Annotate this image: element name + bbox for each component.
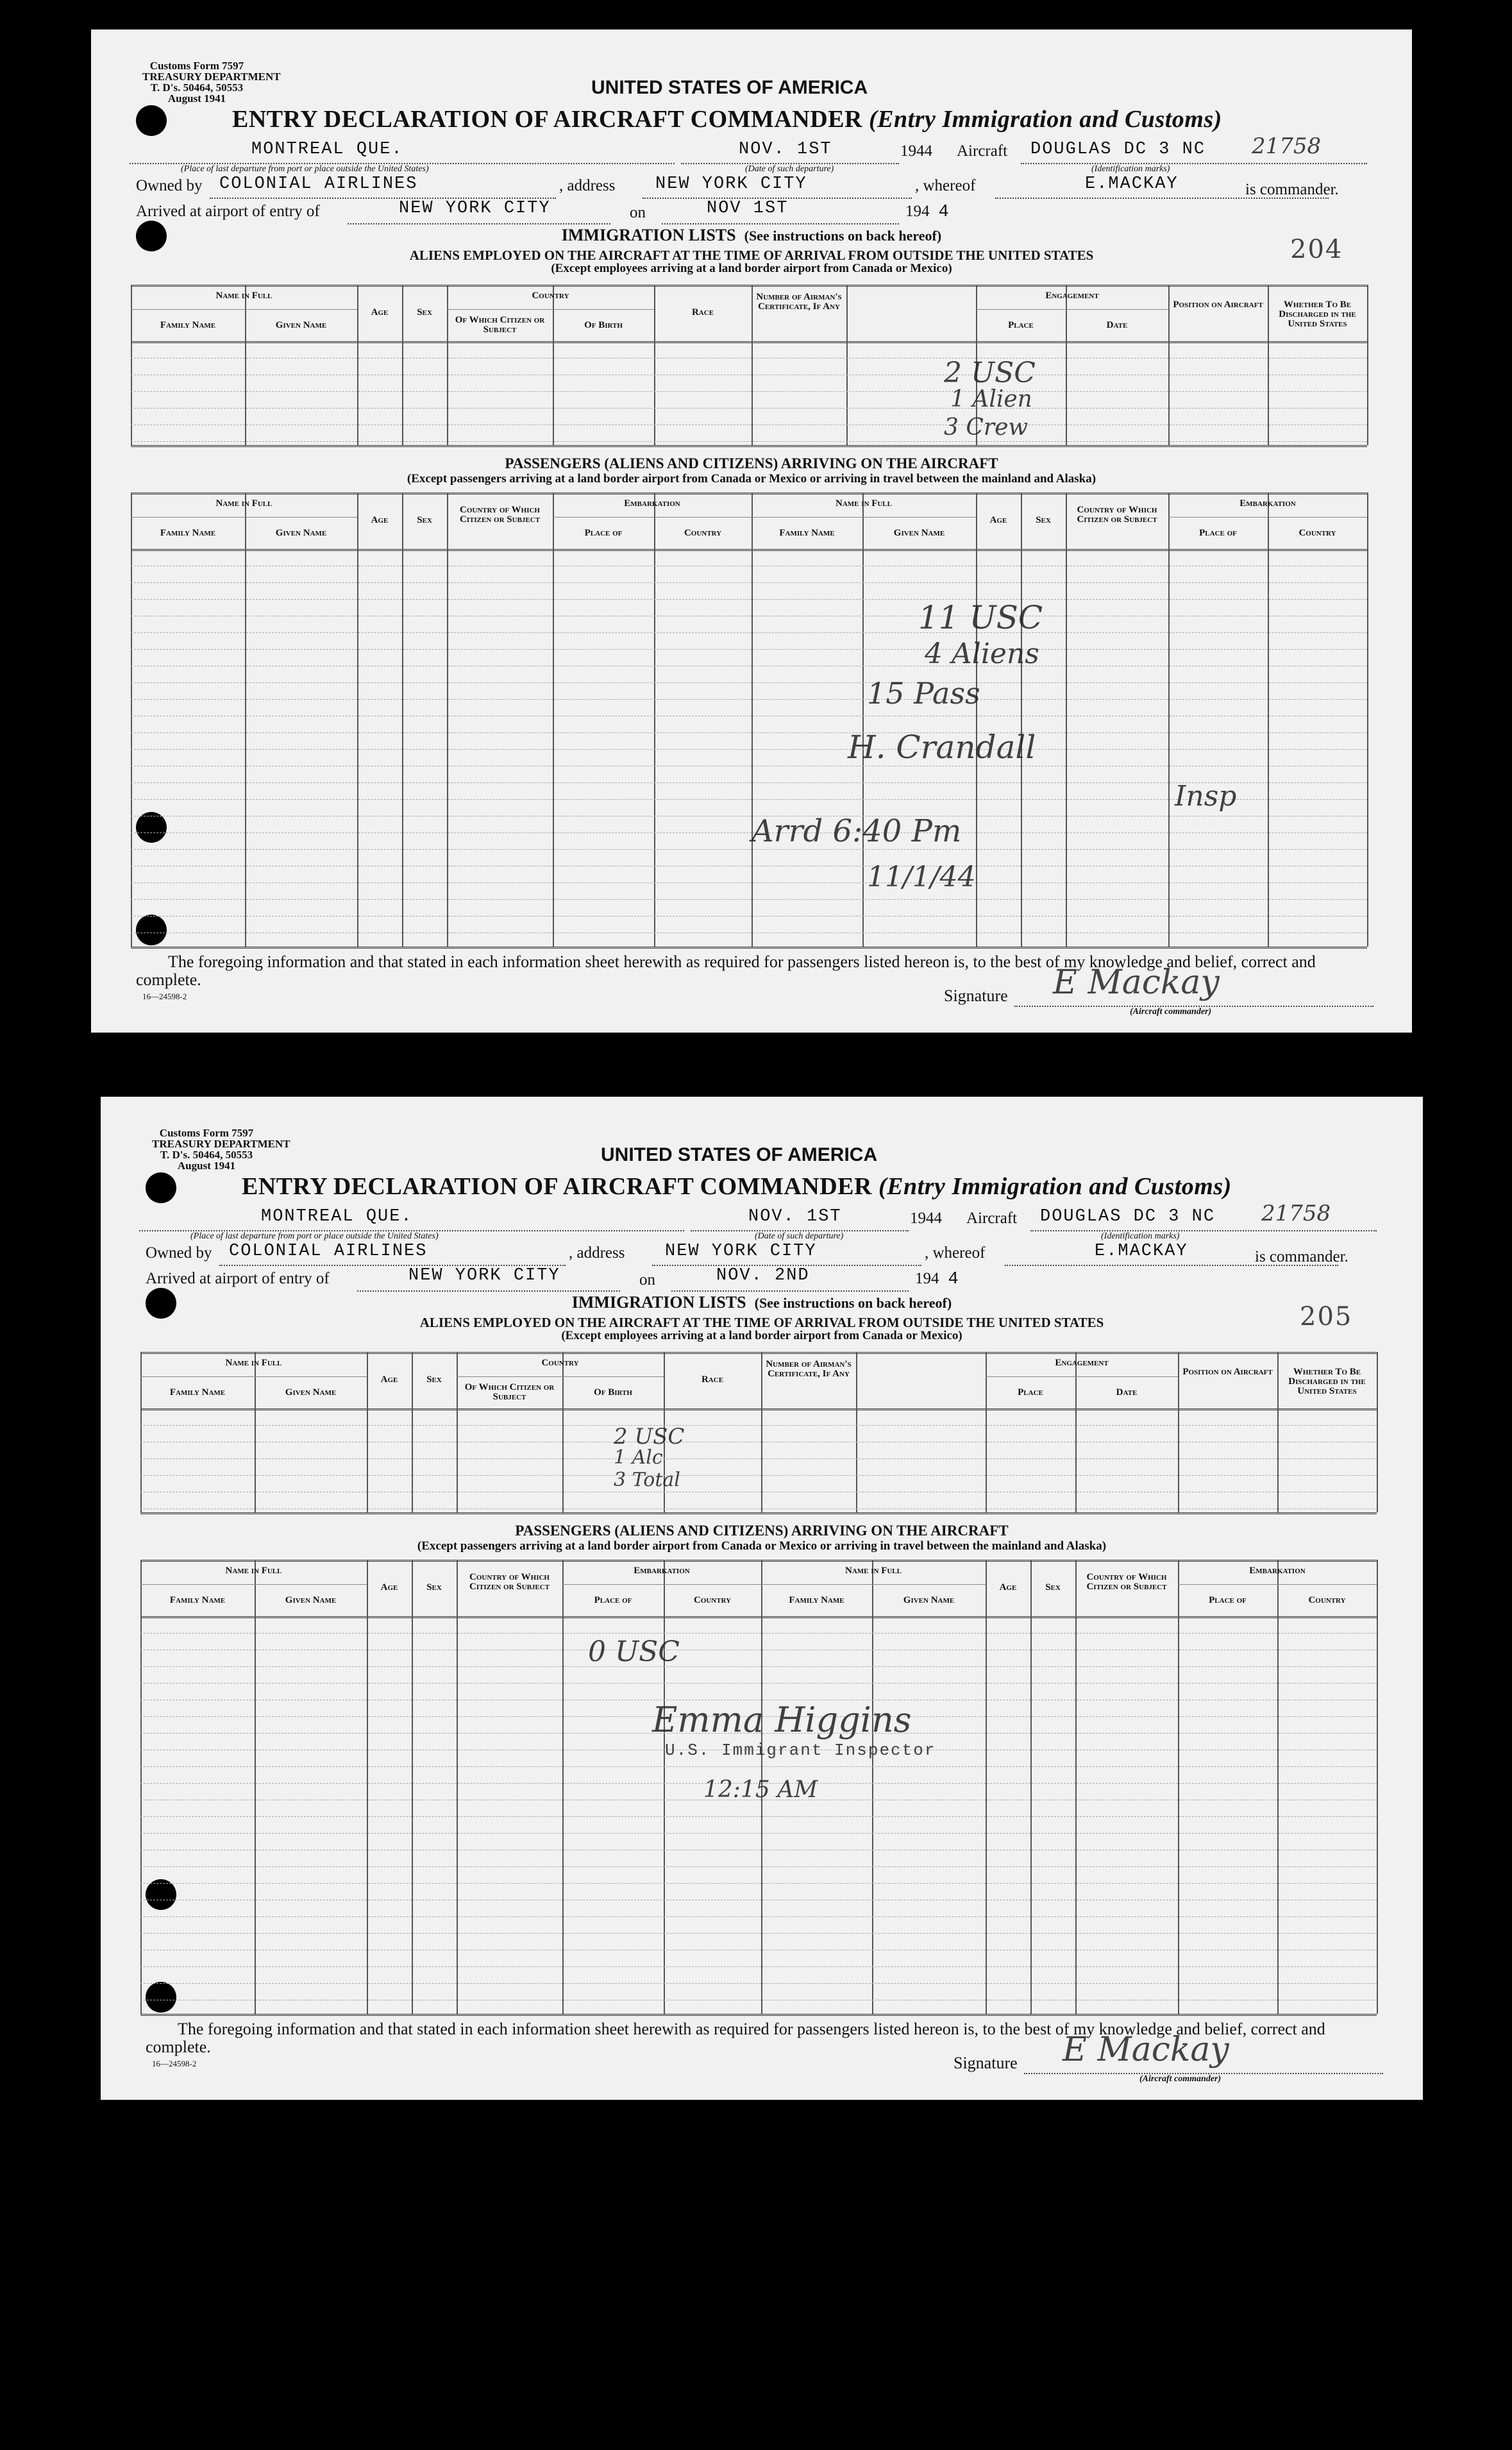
col-name-in-full: Name in Full <box>835 498 892 509</box>
departure-place: MONTREAL QUE. <box>261 1207 413 1226</box>
arrival-date: NOV 1ST <box>707 199 789 218</box>
handwritten-note: 15 Pass <box>867 676 980 711</box>
customs-form-number: Customs Form 7597 <box>149 60 244 72</box>
arrival-year: 194 4 <box>905 203 950 222</box>
arrival-city: NEW YORK CITY <box>408 1266 560 1285</box>
handwritten-note: 2 USC <box>944 357 1036 389</box>
title-main: ENTRY DECLARATION OF AIRCRAFT COMMANDER <box>232 106 862 133</box>
col-place-of: Place of <box>1209 1595 1247 1605</box>
aliens-subheading: (Except employees arriving at a land border airport from Canada or Mexico) <box>551 262 952 275</box>
owner: COLONIAL AIRLINES <box>219 174 418 194</box>
form-id-block <box>142 60 281 105</box>
revision-date: August 1941 <box>167 92 226 105</box>
departure-caption: (Place of last departure from port or place outside the United States) <box>181 164 429 174</box>
col-engagement: Engagement <box>1055 1358 1109 1368</box>
aircraft-label: Aircraft <box>966 1210 1018 1227</box>
aircraft-label: Aircraft <box>957 142 1008 160</box>
col-name-in-full: Name in Full <box>215 498 273 509</box>
col-sex: Sex <box>417 307 432 317</box>
aircraft-number-handwritten: 21758 <box>1261 1201 1331 1226</box>
col-place-of: Place of <box>1199 528 1237 538</box>
form-title <box>242 1172 1232 1201</box>
handwritten-note: 1 Alc <box>614 1446 663 1469</box>
handwritten-note: 2 USC <box>614 1424 685 1449</box>
certification-text: The foregoing information and that stated in each information sheet herewith as required for passengers listed hereon is, to the best of my knowledge and belief, correct and complete. <box>136 952 1316 989</box>
address-label: , address <box>559 177 616 194</box>
col-embarkation: Embarkation <box>1249 1566 1306 1576</box>
col-of-birth: Of Birth <box>594 1387 632 1398</box>
form-code: 16—24598-2 <box>152 2059 197 2068</box>
address-label: , address <box>569 1244 625 1262</box>
col-given-name: Given Name <box>285 1595 337 1605</box>
signature-caption: (Aircraft commander) <box>1139 2074 1222 2084</box>
departure-caption: (Place of last departure from port or place outside the United States) <box>190 1231 439 1241</box>
whereof-label: , whereof <box>925 1244 986 1262</box>
aliens-heading: ALIENS EMPLOYED ON THE AIRCRAFT AT THE TIME OF ARRIVAL FROM OUTSIDE THE UNITED STATES <box>419 1315 1104 1330</box>
sheet-number: 204 <box>1290 235 1343 264</box>
col-given-name: Given Name <box>893 528 945 538</box>
commander-label: is commander. <box>1245 181 1339 198</box>
col-discharged: Whether To Be Discharged in the United States <box>1288 1367 1366 1396</box>
col-certificate: Number of Airman's Certificate, If Any <box>766 1359 852 1379</box>
revision-date: August 1941 <box>177 1160 236 1172</box>
handwritten-note: 4 Aliens <box>925 638 1039 670</box>
treasury-label: TREASURY DEPARTMENT <box>142 71 281 83</box>
owned-by-label: Owned by <box>136 177 203 194</box>
declaration-form-1 <box>91 30 1412 1033</box>
commander-name: E.MACKAY <box>1095 1242 1188 1261</box>
form-id-block <box>152 1127 290 1172</box>
col-citizen-of: Of Which Citizen or Subject <box>455 315 545 335</box>
col-family-name: Family Name <box>160 320 216 330</box>
col-sex: Sex <box>426 1582 442 1592</box>
aircraft-ident: DOUGLAS DC 3 NC <box>1030 140 1206 159</box>
col-age: Age <box>380 1582 398 1592</box>
punch-hole-icon <box>136 812 167 843</box>
col-country: Country of Which Citizen or Subject <box>1077 505 1157 525</box>
ident-caption: (Identification marks) <box>1091 164 1170 174</box>
td-label: T. D's. 50464, 50553 <box>160 1149 253 1161</box>
aliens-subheading: (Except employees arriving at a land border airport from Canada or Mexico) <box>561 1329 962 1342</box>
declaration-form-2 <box>101 1097 1423 2100</box>
col-given-name: Given Name <box>903 1595 955 1605</box>
commander-signature: E Mackay <box>1053 963 1220 1002</box>
departure-date: NOV. 1ST <box>739 140 832 159</box>
date-caption: (Date of such departure) <box>755 1231 844 1241</box>
col-position: Position on Aircraft <box>1182 1367 1273 1377</box>
col-country: Country of Which Citizen or Subject <box>1086 1572 1167 1592</box>
commander-name: E.MACKAY <box>1085 174 1179 194</box>
col-certificate: Number of Airman's Certificate, If Any <box>756 292 842 312</box>
title-paren: (Entry Immigration and Customs) <box>868 106 1222 133</box>
punch-hole-icon <box>146 1982 176 2013</box>
col-sex: Sex <box>1045 1582 1061 1592</box>
col-sex: Sex <box>417 515 432 525</box>
handwritten-note: Insp <box>1175 780 1237 813</box>
handwritten-note: 3 Crew <box>944 414 1029 441</box>
immigration-heading: IMMIGRATION LISTS (See instructions on back hereof) <box>561 226 942 244</box>
col-embarkation: Embarkation <box>624 498 680 509</box>
country-heading: UNITED STATES OF AMERICA <box>601 1144 878 1165</box>
col-embark-country: Country <box>693 1595 732 1605</box>
col-place: Place <box>1018 1387 1043 1398</box>
date-caption: (Date of such departure) <box>745 164 834 174</box>
col-discharged: Whether To Be Discharged in the United States <box>1279 300 1356 329</box>
col-date: Date <box>1116 1387 1138 1398</box>
owned-by-label: Owned by <box>146 1244 212 1262</box>
form-title <box>232 105 1222 133</box>
handwritten-note: Arrd 6:40 Pm <box>752 813 962 849</box>
punch-hole-icon <box>136 915 167 945</box>
owner: COLONIAL AIRLINES <box>229 1242 428 1261</box>
certification-text: The foregoing information and that stated in each information sheet herewith as required for passengers listed hereon is, to the best of my knowledge and belief, correct and complete. <box>146 2020 1325 2056</box>
handwritten-note: 11 USC <box>918 599 1043 636</box>
on-label: on <box>630 204 646 221</box>
owner-address: NEW YORK CITY <box>665 1242 817 1261</box>
handwritten-note: 1 Alien <box>950 386 1032 412</box>
col-given-name: Given Name <box>275 320 327 330</box>
aircraft-ident: DOUGLAS DC 3 NC <box>1040 1207 1216 1226</box>
year-prefix: 1944 <box>910 1210 942 1227</box>
col-given-name: Given Name <box>275 528 327 538</box>
col-given-name: Given Name <box>285 1387 337 1398</box>
col-age: Age <box>380 1374 398 1385</box>
col-family-name: Family Name <box>160 528 216 538</box>
signature-label: Signature <box>953 2054 1018 2072</box>
signature-caption: (Aircraft commander) <box>1130 1007 1212 1017</box>
arrival-city: NEW YORK CITY <box>399 199 551 218</box>
col-family-name: Family Name <box>779 528 835 538</box>
col-embarkation: Embarkation <box>1239 498 1296 509</box>
col-race: Race <box>701 1374 724 1385</box>
col-embark-country: Country <box>684 528 722 538</box>
arrived-label: Arrived at airport of entry of <box>136 203 320 220</box>
col-name-in-full: Name in Full <box>225 1566 282 1576</box>
col-place-of: Place of <box>584 528 623 538</box>
td-label: T. D's. 50464, 50553 <box>150 81 244 94</box>
arrived-label: Arrived at airport of entry of <box>146 1270 330 1287</box>
col-embark-country: Country <box>1298 528 1336 538</box>
col-sex: Sex <box>426 1374 442 1385</box>
col-sex: Sex <box>1036 515 1051 525</box>
col-family-name: Family Name <box>169 1387 226 1398</box>
whereof-label: , whereof <box>915 177 976 194</box>
handwritten-note: Emma Higgins <box>652 1700 912 1740</box>
col-family-name: Family Name <box>789 1595 844 1605</box>
col-race: Race <box>691 307 714 317</box>
departure-place: MONTREAL QUE. <box>251 140 403 159</box>
handwritten-note: 3 Total <box>614 1469 680 1491</box>
handwritten-note: 12:15 AM <box>703 1777 818 1803</box>
col-country: Country of Which Citizen or Subject <box>469 1572 550 1592</box>
col-age: Age <box>371 307 389 317</box>
col-age: Age <box>989 515 1007 525</box>
treasury-label: TREASURY DEPARTMENT <box>152 1138 290 1150</box>
passengers-heading: PASSENGERS (ALIENS AND CITIZENS) ARRIVING ON THE AIRCRAFT <box>505 455 998 471</box>
col-country: Country <box>532 291 569 301</box>
col-citizen-of: Of Which Citizen or Subject <box>464 1382 555 1402</box>
year-prefix: 1944 <box>900 142 932 160</box>
col-place: Place <box>1008 320 1034 330</box>
punch-hole-icon <box>146 1879 176 1910</box>
signature-label: Signature <box>944 986 1008 1005</box>
aircraft-number-handwritten: 21758 <box>1252 133 1322 159</box>
punch-hole-icon <box>136 105 167 136</box>
title-paren: (Entry Immigration and Customs) <box>878 1173 1232 1200</box>
col-age: Age <box>999 1582 1017 1592</box>
immigration-heading: IMMIGRATION LISTS (See instructions on back hereof) <box>571 1293 952 1312</box>
col-embarkation: Embarkation <box>634 1566 690 1576</box>
passengers-subheading: (Except passengers arriving at a land border airport from Canada or Mexico or arriving in travel between the mainland and Alaska) <box>407 472 1096 486</box>
owner-address: NEW YORK CITY <box>655 174 807 194</box>
handwritten-note: H. Crandall <box>848 729 1036 766</box>
sheet-number: 205 <box>1300 1302 1353 1331</box>
on-label: on <box>639 1271 655 1288</box>
col-place-of: Place of <box>594 1595 632 1605</box>
handwritten-note: U.S. Immigrant Inspector <box>665 1741 936 1760</box>
arrival-year: 194 4 <box>915 1270 960 1289</box>
handwritten-note: 11/1/44 <box>867 861 976 893</box>
col-name-in-full: Name in Full <box>215 291 273 301</box>
col-engagement: Engagement <box>1045 291 1099 301</box>
col-of-birth: Of Birth <box>584 320 623 330</box>
commander-label: is commander. <box>1255 1248 1348 1265</box>
col-embark-country: Country <box>1308 1595 1346 1605</box>
col-age: Age <box>371 515 389 525</box>
departure-date: NOV. 1ST <box>748 1207 842 1226</box>
country-heading: UNITED STATES OF AMERICA <box>591 77 868 98</box>
handwritten-note: 0 USC <box>588 1635 680 1668</box>
col-name-in-full: Name in Full <box>844 1566 902 1576</box>
col-date: Date <box>1106 320 1128 330</box>
aliens-heading: ALIENS EMPLOYED ON THE AIRCRAFT AT THE TIME OF ARRIVAL FROM OUTSIDE THE UNITED STATES <box>409 248 1094 263</box>
commander-signature: E Mackay <box>1063 2031 1229 2069</box>
form-code: 16—24598-2 <box>142 992 187 1001</box>
col-position: Position on Aircraft <box>1173 300 1263 310</box>
ident-caption: (Identification marks) <box>1101 1231 1180 1241</box>
col-country: Country <box>541 1358 579 1368</box>
col-country: Country of Which Citizen or Subject <box>459 505 541 525</box>
arrival-date: NOV. 2ND <box>716 1266 810 1285</box>
customs-form-number: Customs Form 7597 <box>159 1127 254 1139</box>
passengers-subheading: (Except passengers arriving at a land border airport from Canada or Mexico or arriving in travel between the mainland and Alaska) <box>417 1539 1107 1553</box>
col-family-name: Family Name <box>169 1595 226 1605</box>
title-main: ENTRY DECLARATION OF AIRCRAFT COMMANDER <box>242 1173 872 1200</box>
col-name-in-full: Name in Full <box>225 1358 282 1368</box>
punch-hole-icon <box>146 1172 176 1203</box>
passengers-heading: PASSENGERS (ALIENS AND CITIZENS) ARRIVING ON THE AIRCRAFT <box>515 1523 1009 1539</box>
